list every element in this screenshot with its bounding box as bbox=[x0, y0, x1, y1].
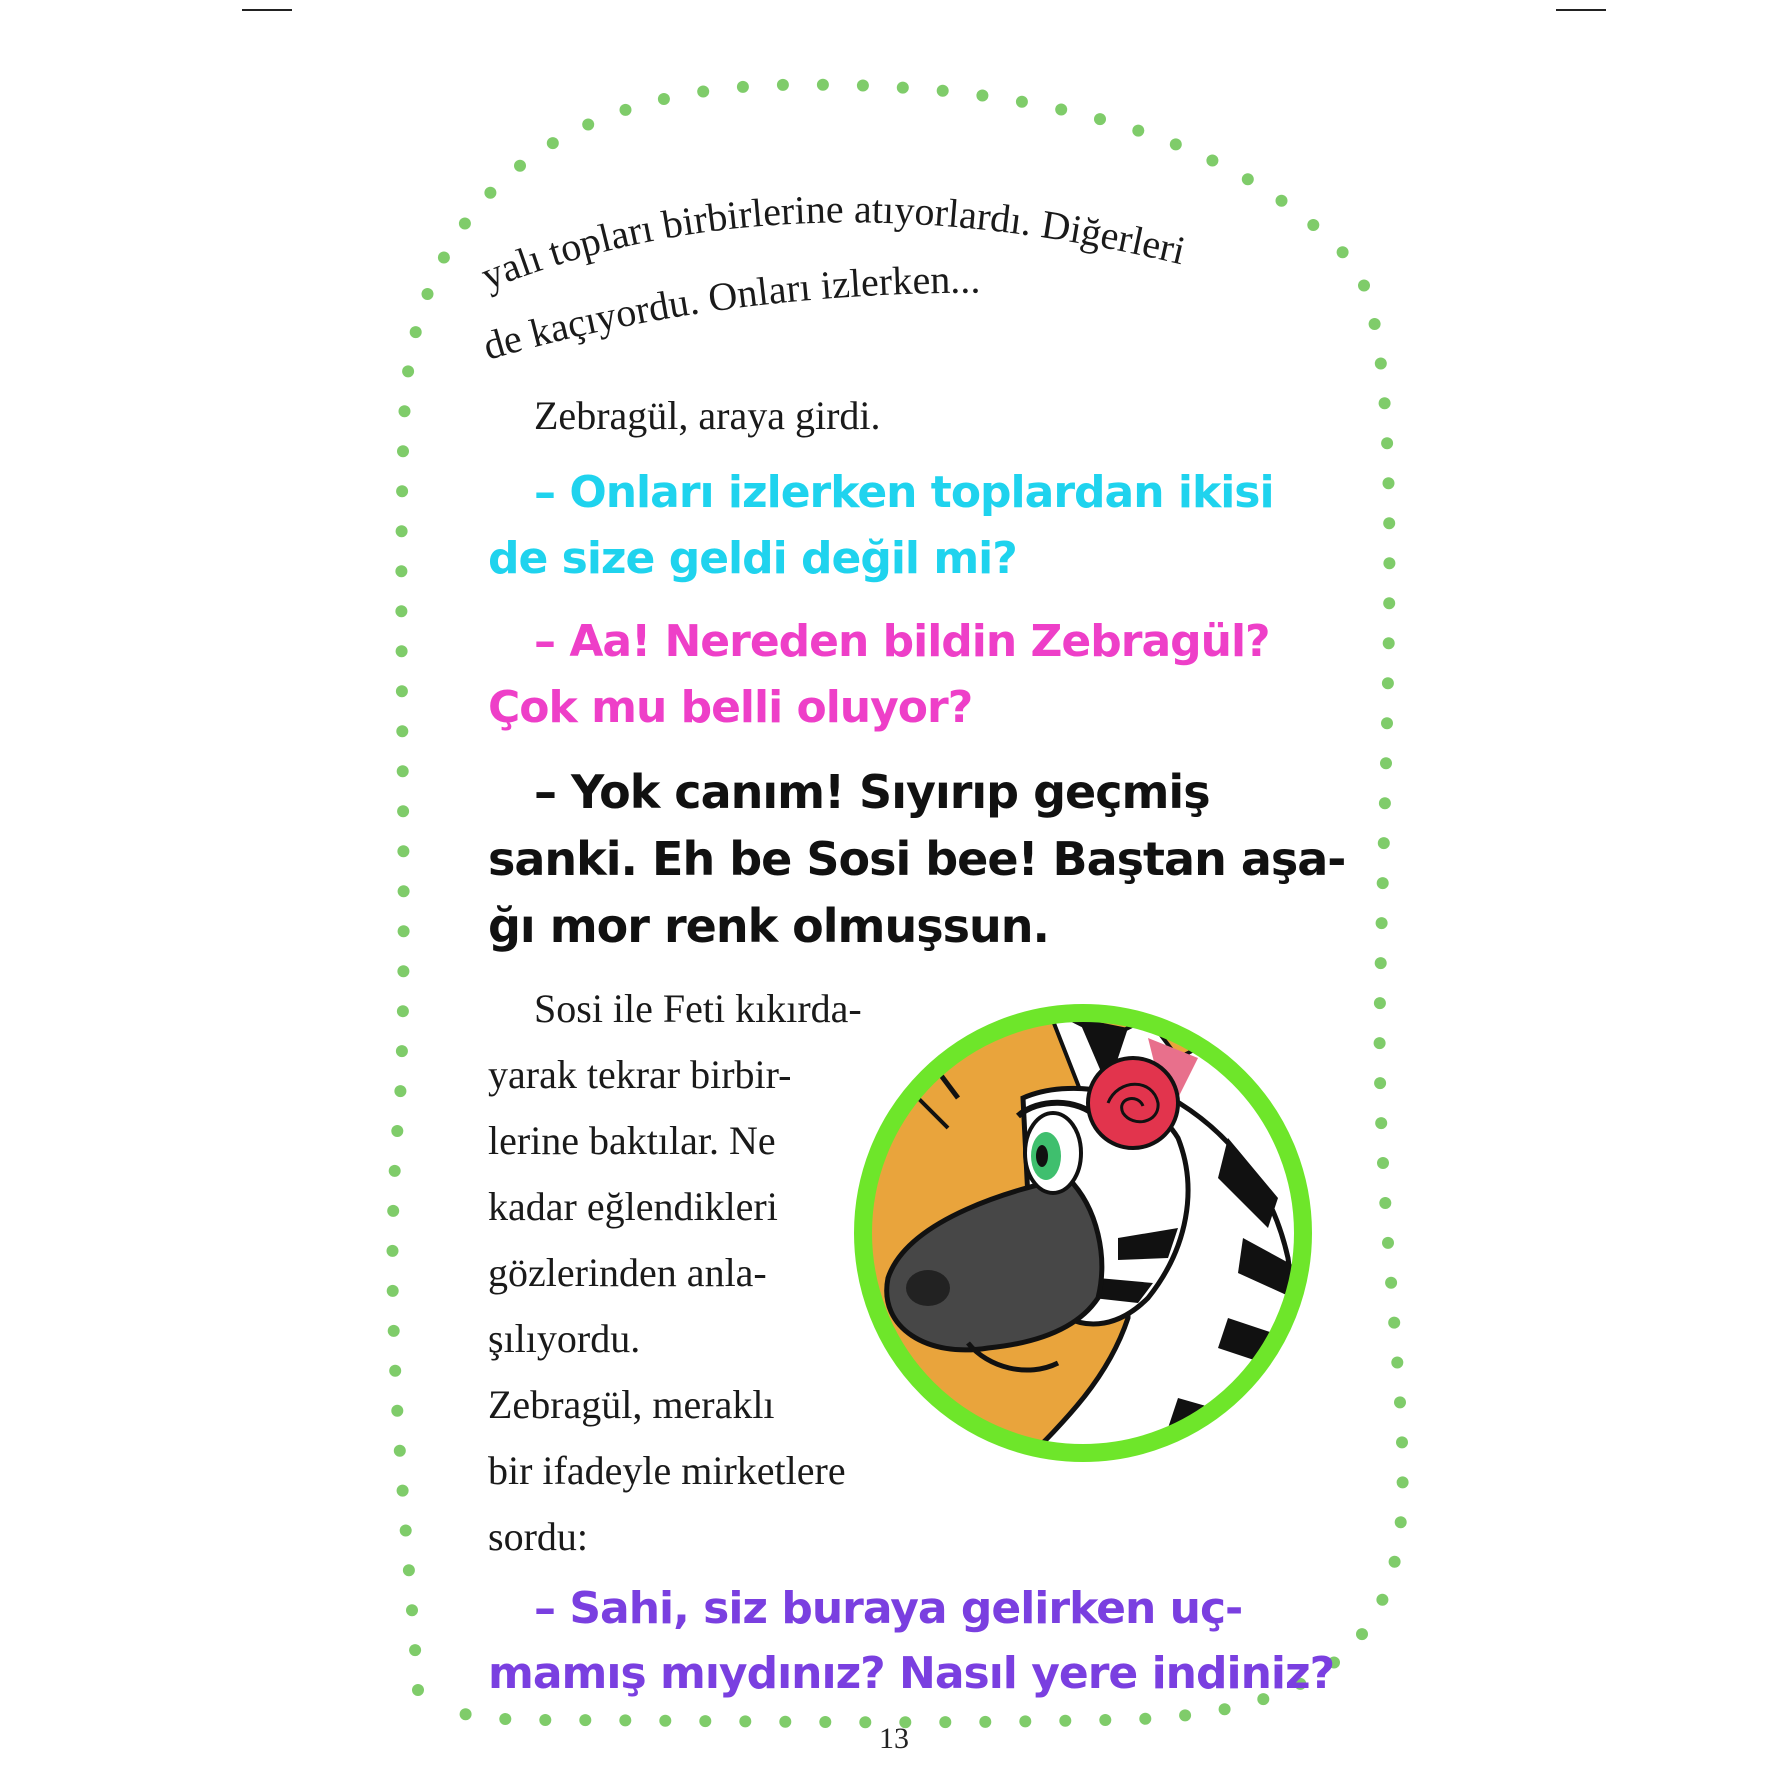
border-dot bbox=[1395, 1516, 1407, 1528]
border-dot bbox=[397, 1005, 409, 1017]
border-dot bbox=[389, 1165, 401, 1177]
border-dot bbox=[1378, 837, 1390, 849]
border-dot bbox=[397, 965, 409, 977]
dialogue-black-line-3: ğı mor renk olmuşsun. bbox=[488, 899, 1049, 953]
dialogue-cyan-line-1: – Onları izlerken toplardan ikisi bbox=[534, 467, 1274, 518]
border-dot bbox=[397, 1485, 409, 1497]
zebra-illustration bbox=[848, 998, 1318, 1468]
border-dot bbox=[396, 685, 408, 697]
border-dot bbox=[1376, 917, 1388, 929]
border-dot bbox=[394, 1085, 406, 1097]
border-dot bbox=[1374, 1077, 1386, 1089]
border-dot bbox=[1383, 557, 1395, 569]
border-dot bbox=[395, 565, 407, 577]
narration-2-line-1: Sosi ile Feti kıkırda- bbox=[534, 986, 862, 1031]
curved-line-1: yalı topları birbirlerine atıyorlardı. Diğerleri bbox=[474, 186, 1190, 299]
border-dot bbox=[1397, 1476, 1409, 1488]
border-dot bbox=[1389, 1556, 1401, 1568]
curved-text-block bbox=[0, 0, 1788, 420]
dialogue-black-line-2: sanki. Eh be Sosi bee! Baştan aşa- bbox=[488, 832, 1346, 886]
border-dot bbox=[387, 1205, 399, 1217]
narration-1: Zebragül, araya girdi. bbox=[534, 393, 881, 438]
border-dot bbox=[388, 1325, 400, 1337]
narration-2-line-6: şılıyordu. bbox=[488, 1316, 641, 1361]
border-dot bbox=[403, 1564, 415, 1576]
narration-2-line-2: yarak tekrar birbir- bbox=[488, 1052, 792, 1097]
dialogue-purple-line-1: – Sahi, siz buraya gelirken uç- bbox=[534, 1583, 1243, 1634]
border-dot bbox=[1388, 1317, 1400, 1329]
border-dot bbox=[1380, 757, 1392, 769]
border-dot bbox=[1381, 717, 1393, 729]
border-dot bbox=[391, 1125, 403, 1137]
border-dot bbox=[1219, 1703, 1231, 1715]
border-dot bbox=[1375, 957, 1387, 969]
border-dot bbox=[1383, 477, 1395, 489]
narration-2-line-7: Zebragül, meraklı bbox=[488, 1382, 775, 1427]
border-dot bbox=[398, 885, 410, 897]
border-dot bbox=[1396, 1436, 1408, 1448]
border-dot bbox=[1379, 797, 1391, 809]
dialogue-pink-line-1: – Aa! Nereden bildin Zebragül? bbox=[534, 616, 1270, 667]
border-dot bbox=[1383, 597, 1395, 609]
border-dot bbox=[396, 645, 408, 657]
border-dot bbox=[1391, 1357, 1403, 1369]
border-dot bbox=[397, 845, 409, 857]
border-dot bbox=[1383, 637, 1395, 649]
border-dot bbox=[409, 1644, 421, 1656]
border-dot bbox=[396, 1045, 408, 1057]
narration-2-line-5: gözlerinden anla- bbox=[488, 1250, 767, 1295]
border-dot bbox=[1179, 1709, 1191, 1721]
border-dot bbox=[1356, 1628, 1368, 1640]
dialogue-pink-line-2: Çok mu belli oluyor? bbox=[488, 682, 973, 733]
border-dot bbox=[400, 1525, 412, 1537]
border-dot bbox=[1382, 677, 1394, 689]
border-dot bbox=[1376, 1594, 1388, 1606]
border-dot bbox=[394, 1445, 406, 1457]
dialogue-cyan-line-2: de size geldi değil mi? bbox=[488, 533, 1017, 584]
border-dot bbox=[1374, 1037, 1386, 1049]
border-dot bbox=[389, 1365, 401, 1377]
narration-2-line-3: lerine baktılar. Ne bbox=[488, 1118, 776, 1163]
border-dot bbox=[397, 445, 409, 457]
dialogue-purple-line-2: mamış mıydınız? Nasıl yere indiniz? bbox=[488, 1648, 1335, 1699]
border-dot bbox=[1377, 877, 1389, 889]
border-dot bbox=[1379, 1197, 1391, 1209]
border-dot bbox=[395, 605, 407, 617]
border-dot bbox=[396, 485, 408, 497]
border-dot bbox=[396, 525, 408, 537]
border-dot bbox=[1383, 517, 1395, 529]
border-dot bbox=[387, 1285, 399, 1297]
border-dot bbox=[1381, 437, 1393, 449]
border-dot bbox=[1382, 1237, 1394, 1249]
border-dot bbox=[460, 1708, 472, 1720]
border-dot bbox=[391, 1405, 403, 1417]
border-dot bbox=[406, 1604, 418, 1616]
dialogue-black-line-1: – Yok canım! Sıyırıp geçmiş bbox=[534, 765, 1210, 819]
border-dot bbox=[1377, 1157, 1389, 1169]
narration-2-line-9: sordu: bbox=[488, 1514, 588, 1559]
border-dot bbox=[387, 1245, 399, 1257]
border-dot bbox=[398, 925, 410, 937]
narration-2-line-4: kadar eğlendikleri bbox=[488, 1184, 778, 1229]
border-dot bbox=[397, 805, 409, 817]
border-dot bbox=[1394, 1396, 1406, 1408]
border-dot bbox=[1375, 1117, 1387, 1129]
border-dot bbox=[1374, 997, 1386, 1009]
border-dot bbox=[397, 765, 409, 777]
curved-line-2: de kaçıyordu. Onları izlerken... bbox=[478, 256, 981, 369]
border-dot bbox=[412, 1684, 424, 1696]
page-number: 13 bbox=[879, 1722, 909, 1755]
border-dot bbox=[396, 725, 408, 737]
narration-2-line-8: bir ifadeyle mirketlere bbox=[488, 1448, 846, 1493]
border-dot bbox=[1385, 1277, 1397, 1289]
